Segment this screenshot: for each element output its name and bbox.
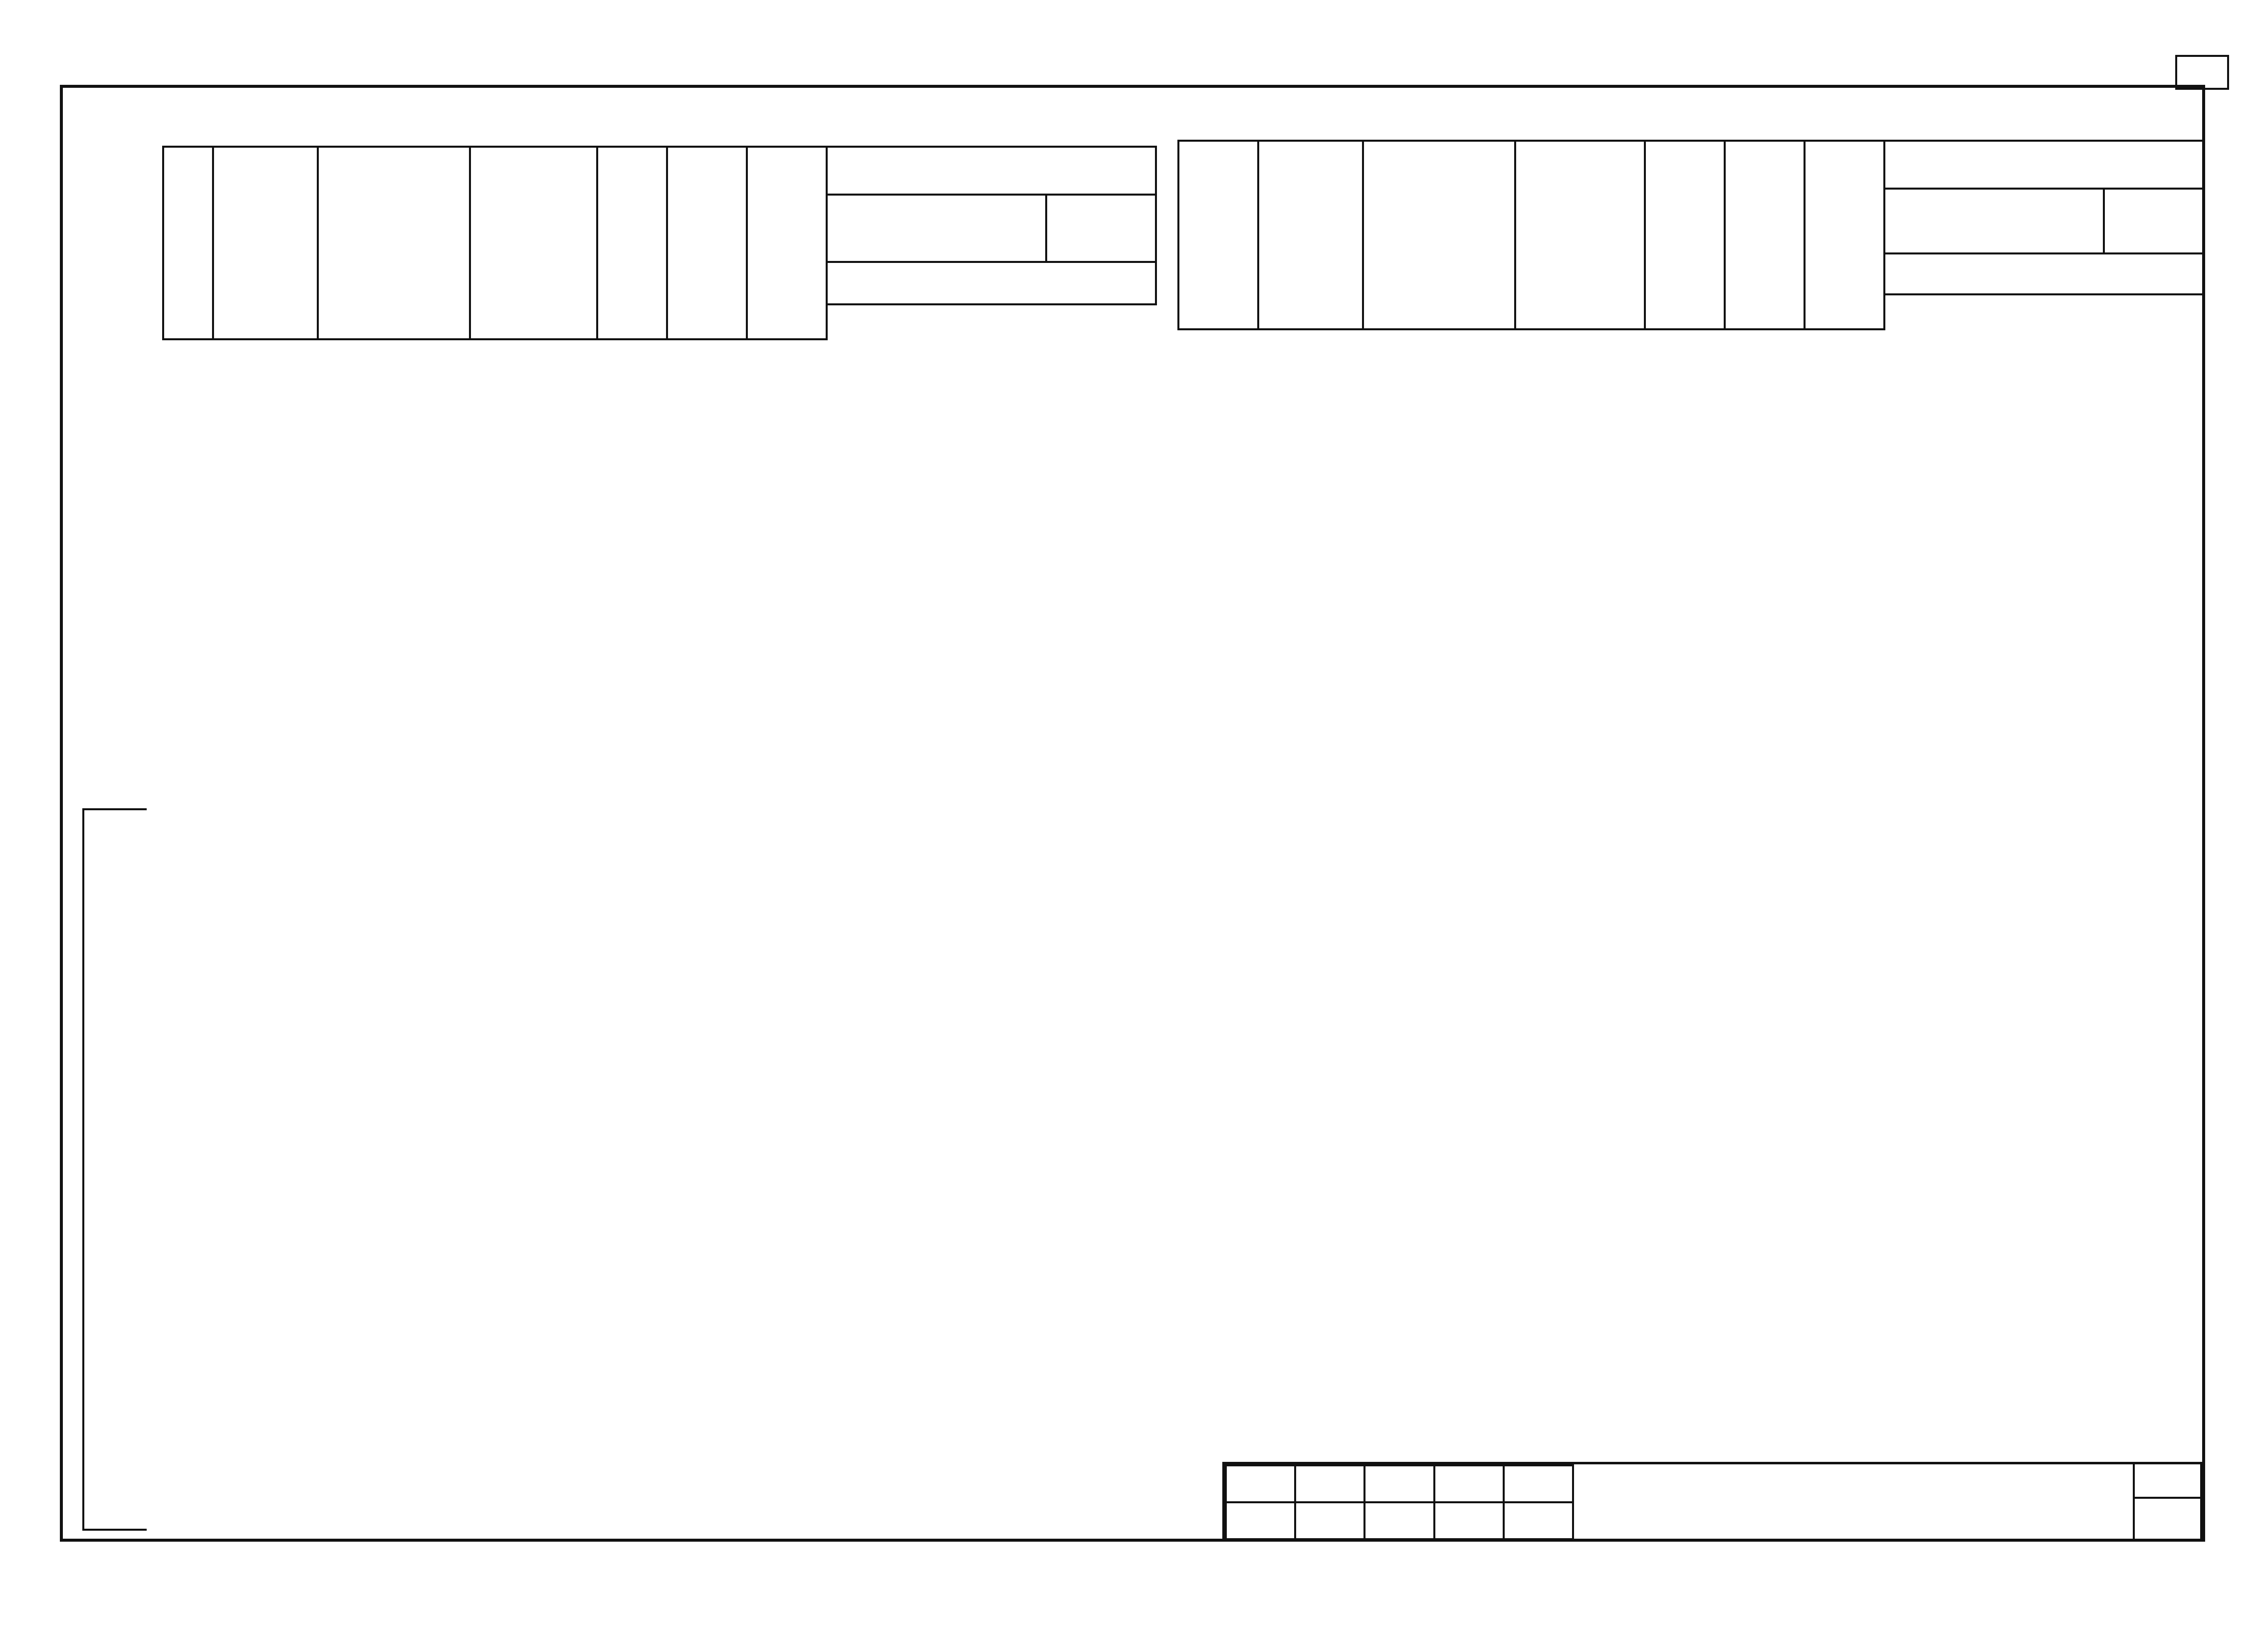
col-q — [163, 147, 213, 339]
col-beta — [1725, 141, 1805, 329]
sheet-label — [2135, 1464, 2205, 1499]
col-periods — [827, 147, 1156, 195]
col-bxl — [1258, 141, 1363, 329]
col-category — [1884, 253, 2204, 294]
col-vx — [1805, 141, 1884, 329]
side-stamp — [82, 808, 147, 1531]
col-periods — [1884, 141, 2204, 189]
col-vx — [747, 147, 827, 339]
sheet-box — [2133, 1464, 2205, 1539]
col-q — [1178, 141, 1258, 329]
col-l0 — [1363, 141, 1515, 329]
left-table — [162, 146, 1157, 340]
page-number — [2175, 55, 2229, 90]
col-allowed — [827, 195, 1046, 262]
col-bxl — [213, 147, 318, 339]
col-optimal — [1046, 195, 1156, 262]
title-block — [1222, 1462, 2203, 1542]
col-axb — [1515, 141, 1645, 329]
col-allowed — [1884, 189, 2104, 253]
col-v0 — [597, 147, 667, 339]
col-beta — [667, 147, 747, 339]
col-l0 — [318, 147, 470, 339]
col-optimal — [2104, 189, 2204, 253]
col-category — [827, 262, 1156, 304]
col-v0 — [1645, 141, 1725, 329]
right-table — [1177, 140, 2205, 330]
col-axb — [470, 147, 597, 339]
